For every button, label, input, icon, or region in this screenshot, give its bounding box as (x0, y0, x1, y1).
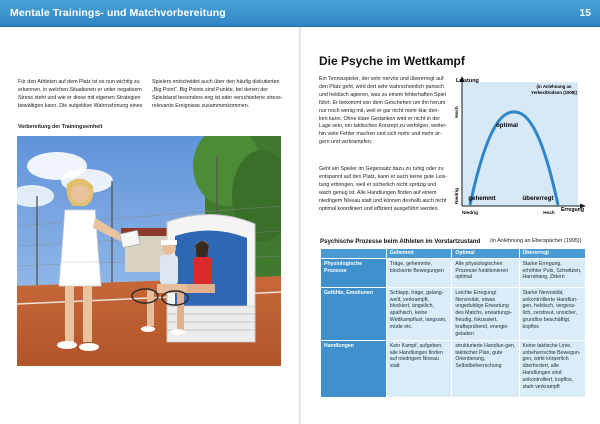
text-line: und hektisch agieren, was zu einem fehlerhaften Spiel (319, 91, 446, 98)
text-line: relevante Ereignisse zusammenkommen. (152, 102, 250, 109)
left-paragraph-col2 (152, 79, 282, 111)
source-note-line-1: (in Anlehnung an (536, 84, 572, 89)
text-line: wach genug ist. Alle Handlungen finden auf einem (319, 189, 437, 196)
y-high-label: Hoch (454, 106, 459, 118)
page-number: 15 (579, 7, 591, 19)
header-cell-uebererregt: Übererregt (520, 249, 585, 258)
text-line: Geht ein Spieler im Gegensatz dazu zu ruhig oder zu (319, 166, 444, 172)
x-low-label: Niedrig (462, 210, 478, 215)
header-cell-optimal: Optimal (452, 249, 518, 258)
label-uebererregt: übererregt (522, 195, 554, 202)
text-line: bewältigen kann. Die subjektive Wahrnehmung eines (18, 102, 143, 109)
text-line: optimal koordiniert und effizient ausgeführt werden. (319, 205, 440, 212)
table-row (321, 288, 585, 340)
text-line: führt. Er bekommt von dem Geschehen um ihn herum (319, 99, 446, 106)
text-line: den Platz geht, wird dort sehr wahrscheinlich panisch (319, 83, 444, 90)
table-row (321, 341, 585, 397)
chart-background (462, 82, 578, 206)
table-cell: Träge, gehemmte, blockierte Bewegungen (387, 259, 452, 287)
tennis-photo (17, 136, 281, 366)
label-optimal: optimal (495, 122, 519, 129)
table-title: Psychische Prozesse beim Athleten im Vorstartzustand (320, 238, 481, 245)
text-line: Für den Athleten auf dem Platz ist es nun wichtig zu (18, 79, 140, 85)
page-spine (299, 27, 301, 424)
row-label: Physiologische Prozesse (321, 259, 386, 287)
y-axis-label: Leistung (456, 78, 479, 84)
text-line: Spielstand besonders eng ist oder verschiedene stress- (152, 94, 283, 101)
table-cell: strukturierte Handlun-gen, taktischer Plan, gute Orientierung, Selbstbeherrschung (452, 341, 518, 397)
table-source: (in Anlehnung an Eberspächer (1995)) (490, 238, 582, 244)
process-table (320, 248, 586, 398)
table-header-row (321, 249, 585, 258)
y-low-label: Niedrig (454, 188, 459, 204)
table-cell: Starke Nervosität, unkontrollierte Handlun-gen, hektisch, vergess-lich, zerstreut, unsicher, grundlos beschäftigt, kopflos (520, 288, 585, 340)
row-label: Gefühle, Emotionen (321, 288, 386, 340)
header-cell-empty (321, 249, 386, 258)
table-cell: Leichte Erregung/ Nervosität, etwas ungeduldige Erwartung des Matchs, erwartungs-freudig, fokussiert, kraftsprühend, energie-geladen (452, 288, 518, 340)
header-bar (0, 0, 600, 27)
x-axis-label: Erregung (560, 207, 584, 213)
table-row (321, 259, 585, 287)
yerkes-dodson-diagram (448, 74, 586, 224)
x-high-label: Hoch (543, 210, 555, 215)
text-line: Lage sein, ein taktisches Konzept zu verfolgen, weiter- (319, 123, 448, 130)
text-line: niedrigem Niveau statt und können deshalb auch nicht (319, 197, 447, 204)
text-line: Spielers entscheidet auch über den häufig diskutierten (152, 79, 280, 85)
header-cell-gehemmt: Gehemmt (387, 249, 452, 258)
row-label: Handlungen (321, 341, 386, 397)
right-paragraph-1 (319, 76, 448, 147)
text-line: erkennen, in welchen Situationen er unter negativem (18, 86, 142, 93)
table-cell: Kein Kampf, aufgeben, alle Handlungen finden auf niedrigem Niveau statt (387, 341, 452, 397)
source-note-line-2: Yerkes/Dodson (1908)) (530, 90, 578, 95)
table-cell: Starke Erregung, erhöhter Puls, Schwitzen, Harndrang, Zittern (520, 259, 585, 287)
table-cell: Keine taktische Linie, unbeherrschte Bewegun-gen, wirkt körperlich überfordert, alle Handlungen sind unkontrolliert, kopflos, stark verkrampft (520, 341, 585, 397)
text-line: „Big Point“. Big Points sind Punkte, bei denen der (152, 86, 269, 93)
right-paragraph-2 (319, 166, 448, 213)
text-line: gern und verkrampfen. (319, 139, 373, 146)
section-heading: Die Psyche im Wettkampf (319, 54, 465, 68)
text-line: tung erbringen, weil er sicherlich nicht spritzig und (319, 181, 437, 188)
table-cell: Alle physiologischen Prozesse funktionieren optimal (452, 259, 518, 287)
text-line: entspannt auf den Platz, kann er auch keine gute Leis- (319, 173, 448, 180)
text-line: Stress steht und wie er diese mit eigenen Strategien (18, 94, 141, 101)
text-line: Ein Tennisspieler, der sehr nervös und übererregt auf (319, 76, 444, 82)
text-line: hin viele Fehler machen und sich mehr und mehr är- (319, 131, 442, 138)
left-paragraph-col1 (18, 79, 146, 111)
text-line: nur noch wenig mit, weil er gar nicht mehr klar den- (319, 107, 440, 114)
text-line: ken kann. Ohne klare Gedanken wird er nicht in der (319, 115, 441, 122)
table-cell: Schlapp, träge, gelang-weilt, verkrampft, blockiert, ängstlich, apathisch, keine Wettkampflust, langsam, müde etc. (387, 288, 452, 340)
header-title: Mentale Trainings- und Matchvorbereitung (10, 7, 226, 19)
label-gehemmt: gehemmt (468, 195, 496, 202)
photo-caption: Vorbereitung der Trainingseinheit (18, 124, 103, 130)
